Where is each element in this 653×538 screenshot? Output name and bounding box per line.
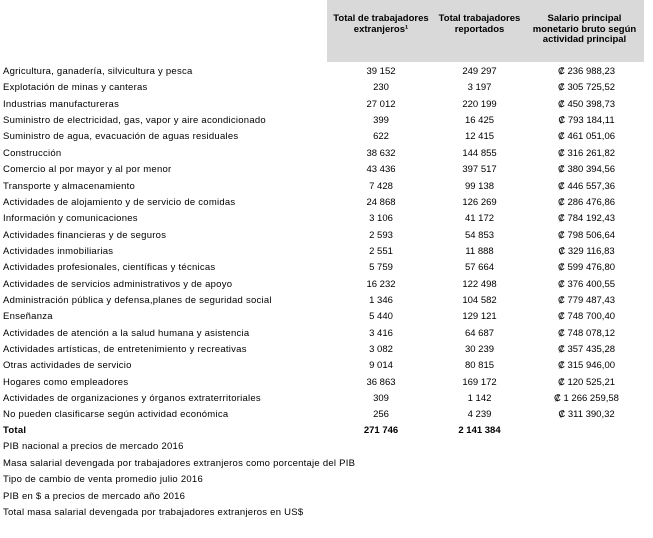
activity-label: Transporte y almacenamiento xyxy=(3,180,136,192)
extranjeros-cell: 3 082 xyxy=(369,344,393,355)
reportados-cell: 104 582 xyxy=(462,294,497,306)
salario-cell: ₡ 315 946,00 xyxy=(557,360,616,372)
reportados-cell: 57 664 xyxy=(464,262,495,274)
reportados-cell: 64 687 xyxy=(464,327,495,339)
extranjeros-cell: 27 012 xyxy=(366,98,396,110)
table-row xyxy=(0,375,653,391)
extranjeros-cell: 622 xyxy=(373,131,389,143)
reportados-cell: 54 853 xyxy=(464,229,495,241)
reportados-cell: 249 297 xyxy=(462,66,497,77)
activity-label: Actividades de alojamiento y de servicio de comidas xyxy=(3,196,236,208)
activity-label: Comercio al por mayor y al por menor xyxy=(3,164,172,176)
total-row xyxy=(0,423,653,439)
salario-cell: ₡ 1 266 259,58 xyxy=(554,393,619,404)
activity-label: Suministro de agua, evacuación de aguas residuales xyxy=(3,131,239,143)
activity-label: Enseñanza xyxy=(3,311,53,323)
table-row xyxy=(0,80,653,96)
extranjeros-cell: 1 346 xyxy=(369,294,393,306)
table-row xyxy=(0,391,653,407)
activity-label: Agricultura, ganadería, silvicultura y pesca xyxy=(3,66,193,77)
salario-cell: ₡ 784 192,43 xyxy=(557,213,616,225)
salario-cell: ₡ 236 988,23 xyxy=(557,66,616,77)
table-row xyxy=(0,64,653,80)
table-row xyxy=(0,129,653,145)
note-line: Masa salarial devengada por trabajadores extranjeros como porcentaje del PIB xyxy=(3,457,356,469)
reportados-cell: 126 269 xyxy=(462,196,497,208)
activity-label: Hogares como empleadores xyxy=(3,376,129,388)
activity-label: Actividades financieras y de seguros xyxy=(3,229,167,241)
reportados-cell: 80 815 xyxy=(464,360,495,372)
table-row xyxy=(0,195,653,211)
table-row xyxy=(0,309,653,325)
table-row xyxy=(0,211,653,227)
extranjeros-cell: 36 863 xyxy=(366,376,396,388)
table-row xyxy=(0,146,653,162)
reportados-cell: 122 498 xyxy=(462,278,497,290)
extranjeros-cell: 39 152 xyxy=(366,66,396,77)
extranjeros-cell: 3 106 xyxy=(369,213,393,225)
note-line: Tipo de cambio de venta promedio julio 2016 xyxy=(3,474,203,485)
extranjeros-cell: 9 014 xyxy=(369,360,393,372)
header-total-extranjeros: Total de trabajadores extranjeros¹ xyxy=(333,13,429,35)
salario-cell: ₡ 120 525,21 xyxy=(557,376,616,388)
activity-label: Actividades artísticas, de entretenimiento y recreativas xyxy=(3,344,247,355)
table-row xyxy=(0,162,653,178)
extranjeros-cell: 256 xyxy=(373,409,389,421)
salario-cell: ₡ 357 435,28 xyxy=(557,344,616,355)
salario-cell: ₡ 305 725,52 xyxy=(557,82,616,94)
reportados-cell: 30 239 xyxy=(464,344,495,355)
table-row xyxy=(0,244,653,260)
salario-cell: ₡ 329 116,83 xyxy=(558,245,615,257)
total-label: Total xyxy=(3,425,27,436)
activity-label: Suministro de electricidad, gas, vapor y aire acondicionado xyxy=(3,115,266,127)
extranjeros-cell: 43 436 xyxy=(366,164,396,176)
salario-cell: ₡ 450 398,73 xyxy=(557,98,616,110)
table-row xyxy=(0,326,653,342)
extranjeros-cell: 5 759 xyxy=(369,262,393,274)
extranjeros-cell: 2 551 xyxy=(369,245,393,257)
activity-label: Actividades de organizaciones y órganos extraterritoriales xyxy=(3,393,261,404)
extranjeros-cell: 230 xyxy=(373,82,389,94)
extranjeros-cell: 38 632 xyxy=(366,147,396,159)
activity-label: Información y comunicaciones xyxy=(3,213,138,225)
reportados-cell: 99 138 xyxy=(464,180,495,192)
extranjeros-cell: 16 232 xyxy=(366,278,396,290)
extranjeros-cell: 309 xyxy=(373,393,389,404)
extranjeros-cell: 5 440 xyxy=(369,311,393,323)
extranjeros-cell: 2 593 xyxy=(369,229,393,241)
activity-label: No pueden clasificarse según actividad económica xyxy=(3,409,229,421)
activity-label: Actividades profesionales, científicas y técnicas xyxy=(3,262,216,274)
salario-cell: ₡ 748 078,12 xyxy=(557,327,616,339)
extranjeros-cell: 3 416 xyxy=(369,327,393,339)
total-reportados: 2 141 384 xyxy=(458,425,501,436)
reportados-cell: 4 239 xyxy=(467,409,492,421)
salario-cell: ₡ 286 476,86 xyxy=(557,196,616,208)
salario-cell: ₡ 798 506,64 xyxy=(557,229,616,241)
reportados-cell: 3 197 xyxy=(467,82,492,94)
note-line: PIB en $ a precios de mercado año 2016 xyxy=(3,490,186,502)
salario-cell: ₡ 779 487,43 xyxy=(557,294,616,306)
header-total-reportados: Total trabajadores reportados xyxy=(438,13,521,35)
salario-cell: ₡ 748 700,40 xyxy=(557,311,616,323)
activity-label: Explotación de minas y canteras xyxy=(3,82,148,94)
salario-cell: ₡ 461 051,06 xyxy=(557,131,616,143)
table-row xyxy=(0,97,653,113)
table-row xyxy=(0,228,653,244)
activity-label: Actividades inmobiliarias xyxy=(3,245,114,257)
salario-cell: ₡ 311 390,32 xyxy=(558,409,615,421)
table-row xyxy=(0,260,653,276)
reportados-cell: 144 855 xyxy=(462,147,497,159)
reportados-cell: 1 142 xyxy=(467,393,492,404)
reportados-cell: 169 172 xyxy=(462,376,497,388)
salario-cell: ₡ 380 394,56 xyxy=(557,164,616,176)
salario-cell: ₡ 446 557,36 xyxy=(557,180,616,192)
header-salario-principal: Salario principal monetario bruto según actividad principal xyxy=(532,13,637,45)
table-row xyxy=(0,113,653,129)
reportados-cell: 12 415 xyxy=(464,131,495,143)
reportados-cell: 129 121 xyxy=(462,311,497,323)
activity-label: Actividades de atención a la salud humana y asistencia xyxy=(3,327,250,339)
salario-cell: ₡ 376 400,55 xyxy=(557,278,616,290)
salario-cell: ₡ 599 476,80 xyxy=(557,262,616,274)
table-row xyxy=(0,342,653,358)
reportados-cell: 16 425 xyxy=(464,115,495,127)
activity-label: Actividades de servicios administrativos y de apoyo xyxy=(3,278,233,290)
note-line: Total masa salarial devengada por trabajadores extranjeros en US$ xyxy=(3,507,304,518)
salario-cell: ₡ 316 261,82 xyxy=(557,147,616,159)
table-row xyxy=(0,358,653,374)
reportados-cell: 220 199 xyxy=(462,98,497,110)
activity-label: Administración pública y defensa,planes de seguridad social xyxy=(3,294,272,306)
extranjeros-cell: 399 xyxy=(373,115,389,127)
extranjeros-cell: 24 868 xyxy=(366,196,396,208)
note-line: PIB nacional a precios de mercado 2016 xyxy=(3,441,184,452)
table-row xyxy=(0,277,653,293)
activity-label: Industrias manufactureras xyxy=(3,98,120,110)
reportados-cell: 397 517 xyxy=(462,164,497,176)
table-row xyxy=(0,179,653,195)
salario-cell: ₡ 793 184,11 xyxy=(558,115,615,127)
reportados-cell: 41 172 xyxy=(464,213,495,225)
table-row xyxy=(0,293,653,309)
table-row xyxy=(0,407,653,423)
activity-label: Otras actividades de servicio xyxy=(3,360,132,372)
extranjeros-cell: 7 428 xyxy=(369,180,393,192)
reportados-cell: 11 888 xyxy=(465,245,494,257)
total-extranjeros: 271 746 xyxy=(363,425,399,436)
activity-label: Construcción xyxy=(3,147,62,159)
